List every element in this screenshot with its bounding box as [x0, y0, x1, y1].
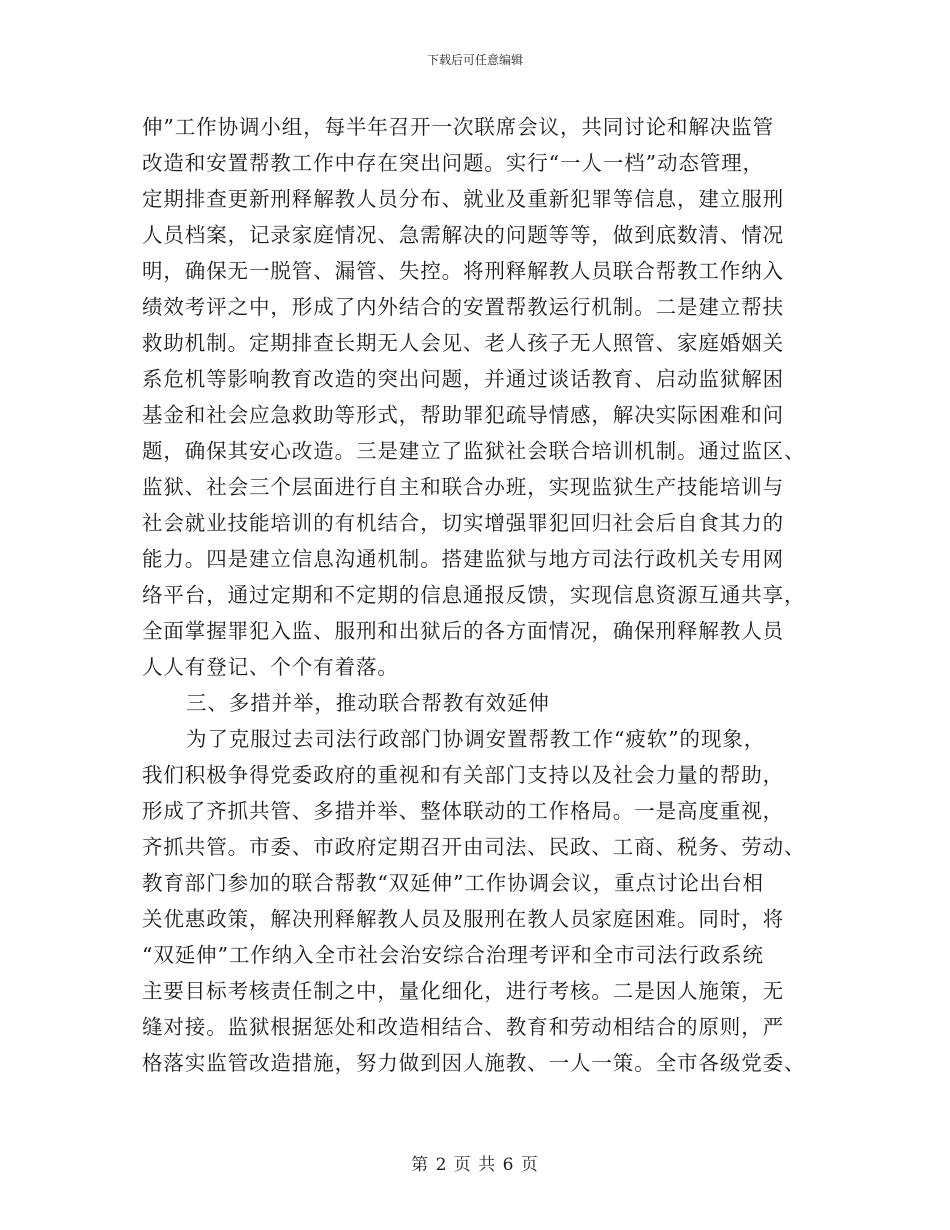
- text-line: 定期排查更新刑释解教人员分布、就业及重新犯罪等信息，建立服刑: [142, 187, 784, 211]
- text-line: 人人有登记、个个有着落。: [142, 655, 399, 679]
- text-line: 主要目标考核责任制之中，量化细化，进行考核。二是因人施策，无: [142, 979, 784, 1003]
- document-body: [142, 109, 812, 1081]
- text-line: 救助机制。定期排查长期无人会见、老人孩子无人照管、家庭婚姻关: [142, 331, 784, 355]
- text-line: 关优惠政策，解决刑释解教人员及服刑在教人员家庭困难。同时，将: [142, 907, 784, 931]
- text-line: 能力。四是建立信息沟通机制。搭建监狱与地方司法行政机关专用网: [142, 547, 784, 571]
- text-line: 全面掌握罪犯入监、服刑和出狱后的各方面情况，确保刑释解教人员: [142, 619, 784, 643]
- text-line: 人员档案，记录家庭情况、急需解决的问题等等，做到底数清、情况: [142, 223, 784, 247]
- page-header: 下载后可任意编辑: [426, 53, 523, 67]
- text-line: 改造和安置帮教工作中存在突出问题。实行“一人一档”动态管理，: [142, 151, 764, 175]
- text-line: 绩效考评之中，形成了内外结合的安置帮教运行机制。二是建立帮扶: [142, 295, 784, 319]
- text-line: 伸”工作协调小组，每半年召开一次联席会议，共同讨论和解决监管: [142, 115, 774, 139]
- text-line: 社会就业技能培训的有机结合，切实增强罪犯回归社会后自食其力的: [142, 511, 784, 535]
- text-line: 题，确保其安心改造。三是建立了监狱社会联合培训机制。通过监区、: [142, 439, 806, 463]
- text-line: 缝对接。监狱根据惩处和改造相结合、教育和劳动相结合的原则，严: [142, 1015, 784, 1039]
- text-line: 基金和社会应急救助等形式，帮助罪犯疏导情感，解决实际困难和问: [142, 403, 784, 427]
- text-line: 齐抓共管。市委、市政府定期召开由司法、民政、工商、税务、劳动、: [142, 835, 806, 859]
- text-line: “双延伸”工作纳入全市社会治安综合治理考评和全市司法行政系统: [142, 943, 764, 967]
- text-line: 我们积极争得党委政府的重视和有关部门支持以及社会力量的帮助，: [142, 763, 784, 787]
- page-number-footer: 第 2 页 共 6 页: [411, 1155, 539, 1175]
- text-line: 为了克服过去司法行政部门协调安置帮教工作“疲软”的现象，: [186, 727, 766, 751]
- text-line: 教育部门参加的联合帮教“双延伸”工作协调会议，重点讨论出台相: [142, 871, 764, 895]
- text-line: 三、多措并举，推动联合帮教有效延伸: [186, 691, 550, 715]
- text-line: 形成了齐抓共管、多措并举、整体联动的工作格局。一是高度重视，: [142, 799, 784, 823]
- text-line: 明，确保无一脱管、漏管、失控。将刑释解教人员联合帮教工作纳入: [142, 259, 784, 283]
- text-line: 系危机等影响教育改造的突出问题，并通过谈话教育、启动监狱解困: [142, 367, 784, 391]
- text-line: 监狱、社会三个层面进行自主和联合办班，实现监狱生产技能培训与: [142, 475, 784, 499]
- text-line: 络平台，通过定期和不定期的信息通报反馈，实现信息资源互通共享，: [142, 583, 806, 607]
- text-line: 格落实监管改造措施，努力做到因人施教、一人一策。全市各级党委、: [142, 1051, 806, 1075]
